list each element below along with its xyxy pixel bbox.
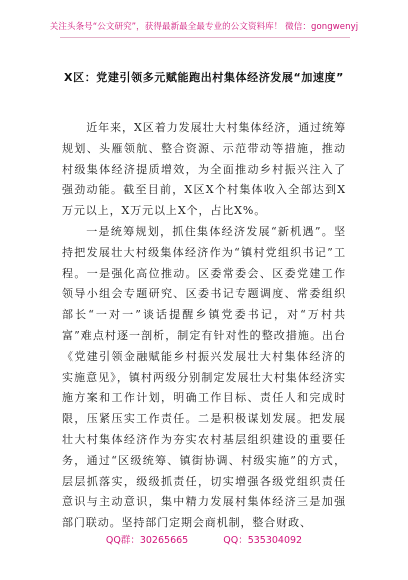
document-body xyxy=(62,118,346,534)
footer-qq-group: QQ群：30265665 xyxy=(105,535,189,546)
footer-contact xyxy=(0,532,408,546)
footer-qq: QQ：535304092 xyxy=(223,535,303,546)
header-divider xyxy=(60,37,350,38)
header-banner: 关注头条号“公文研究”，获得最新最全最专业的公文资料库！ 微信：gongwenyj xyxy=(49,22,359,32)
paragraph: 一是统筹规划，抓住集体经济发展“新机遇”。坚持把发展壮大村级集体经济作为“镇村党组织书记”工程。一是强化高位推动。区委常委会、区委党建工作领导小组会专题研究、区委书记专题调度、常委组织部长“一对一”谈话提醒乡镇党委书记，对“万村共富”难点村逐一剖析，制定有针对性的整改措施。出台《党建引领金融赋能乡村振兴发展壮大村集体经济的实施意见》，镇村两级分别制定发展壮大村集体经济实施方案和工作计划，明确工作目标、责任人和完成时限，压紧压实工作责任。二是积极谋划发展。把发展壮大村集体经济作为夯实农村基层组织建设的重要任务，通过“区级统筹、镇街协调、村级实施”的方式，层层抓落实，级级抓责任，切实增强各级党组织责任意识与主动意识，集中精力发展村集体经济三是加强部门联动。坚持部门定期会商机制，整合财政、 xyxy=(62,224,346,530)
document-title: X区：党建引领多元赋能跑出村集体经济发展“加速度” xyxy=(64,71,344,84)
paragraph: 近年来，X区着力发展壮大村集体经济，通过统筹规划、头雁领航、整合资源、示范带动等措施，推动村级集体经济提质增效，为全面推动乡村振兴注入了强劲动能。截至目前，X区X个村集体收入全部达到X万元以上，X万元以上X个，占比X%。 xyxy=(62,121,346,218)
